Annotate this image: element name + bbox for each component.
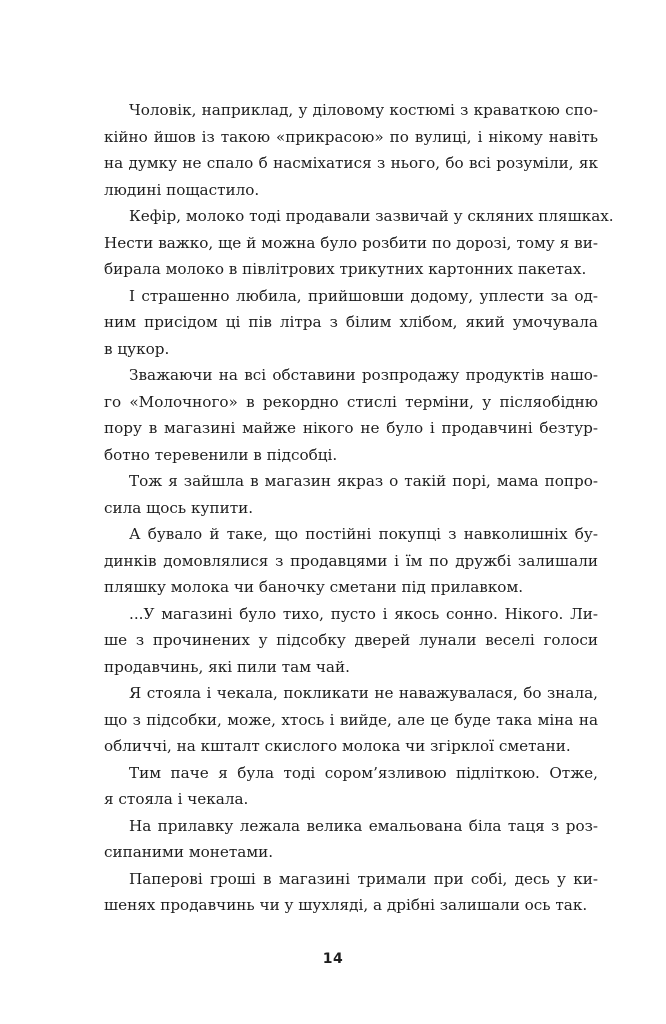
paragraph [104,362,598,468]
paragraph [104,866,598,919]
text-line: обличчі, на кшталт скислого молока чи згірклої сметани. [104,737,571,755]
text-line: що з підсобки, може, хтось і вийде, але це буде така міна на [104,710,598,729]
paragraph [104,521,598,601]
text-line: Зважаючи на всі обставини розпродажу продуктів нашо- [129,366,598,384]
text-line: ...У магазині було тихо, пусто і якось сонно. Нікого. Ли- [129,604,598,623]
text-line: динків домовлялися з продавцями і їм по дружбі залишали [104,551,598,570]
body-text [104,97,614,919]
paragraph [104,203,614,283]
text-line: бирала молоко в пiвлітрових трикутних картонних пакетах. [104,260,587,278]
text-line: Тим паче я була тоді сором’язливою підліткою. Отже, [129,763,598,782]
text-line: на думку не спало б насміхатися з нього, бо всі розуміли, як [104,154,598,172]
paragraph [104,97,598,203]
text-line: сипаними монетами. [104,843,274,861]
text-line: пляшку молока чи баночку сметани під прилавком. [104,578,524,596]
text-line: я стояла і чекала. [104,790,249,808]
text-line: Нести важко, ще й можна було розбити по дорозі, тому я ви- [104,233,598,252]
paragraph [104,283,598,363]
text-line: ботно теревенили в підсобці. [104,445,338,464]
paragraph [104,601,598,681]
text-line: сила щось купити. [104,498,254,517]
text-line: А бувало й таке, що постійні покупці з навколишніх бу- [129,525,598,543]
text-line: ше з прочинених у підсобку дверей лунали веселі голоси [104,631,598,649]
page-number: 14 [322,951,344,967]
text-line: пору в магазині майже нікого не було і продавчині безтур- [104,419,598,437]
paragraph [104,760,598,813]
text-line: Чоловік, наприклад, у діловому костюмі з краваткою спо- [129,101,598,119]
text-line: людині пощастило. [104,180,260,199]
text-line: шенях продавчинь чи у шухляді, а дрібні залишали ось так. [104,896,588,914]
text-line: в цукор. [104,339,170,358]
text-line: Кефір, молоко тоді продавали зазвичай у скляних пляшках. [129,207,614,225]
text-line: На прилавку лежала велика емальована біла таця з роз- [129,816,598,835]
text-line: Тож я зайшла в магазин якраз о такій порі, мама попро- [129,472,598,490]
text-line: Паперові гроші в магазині тримали при собі, десь у ки- [129,869,598,888]
text-line: ним присідом ці пів літра з білим хлібом, який умочувала [104,313,598,331]
text-line: Я стояла і чекала, покликати не наважувалася, бо знала, [129,684,598,702]
text-line: кійно йшов із такою «прикрасою» по вулиці, і нікому навіть [104,127,598,146]
text-line: продавчинь, які пили там чай. [104,657,350,676]
text-line: го «Молочного» в рекордно стислі терміни, у післяобідню [104,392,598,411]
text-line: І страшенно любила, прийшовши додому, уплести за од- [129,286,598,305]
paragraph [104,468,598,521]
paragraph [104,680,598,760]
paragraph [104,813,598,866]
